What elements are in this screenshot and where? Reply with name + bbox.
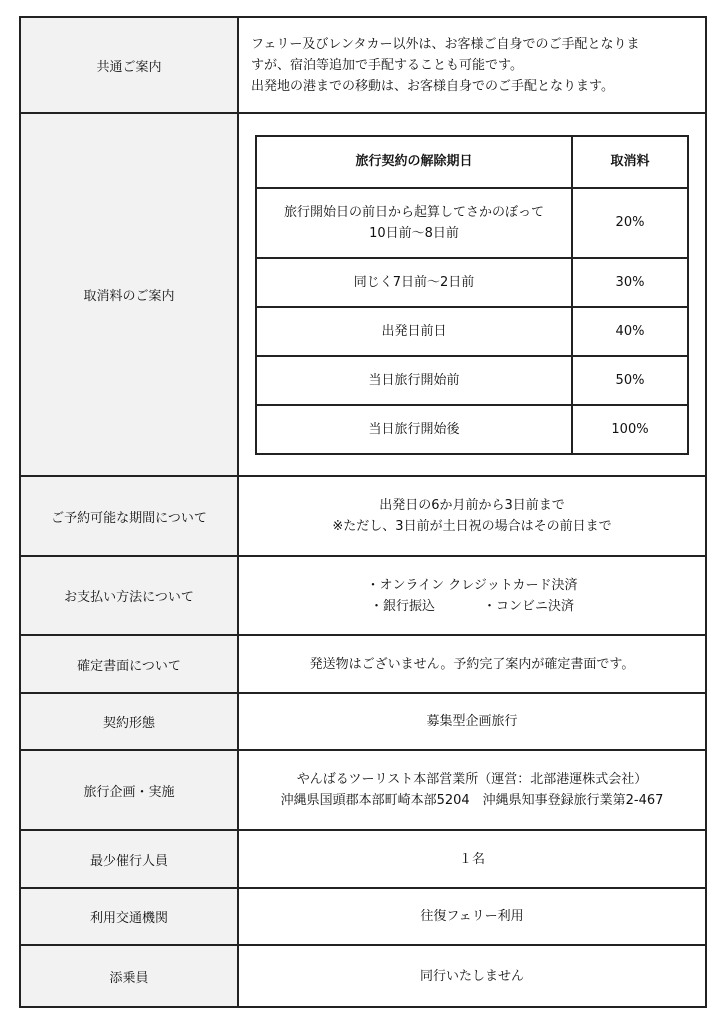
payment-method: ・銀行振込 xyxy=(369,598,435,614)
row-label: 共通ご案内 xyxy=(20,17,238,113)
period-cell xyxy=(256,188,572,258)
row-label: 取消料のご案内 xyxy=(20,113,238,476)
fee-cell: 40% xyxy=(572,307,688,356)
text-line: やんばるツーリスト本部営業所（運営：北部港運株式会社） xyxy=(296,772,648,787)
row-value xyxy=(238,113,706,476)
row-label: ご予約可能な期間について xyxy=(20,476,238,556)
row-payment xyxy=(20,556,706,635)
row-document xyxy=(20,635,706,693)
header-fee: 取消料 xyxy=(572,136,688,188)
row-label: 契約形態 xyxy=(20,693,238,750)
fee-row xyxy=(256,188,688,258)
fee-row xyxy=(256,405,688,454)
row-value: 募集型企画旅行 xyxy=(238,693,706,750)
period-text: 旅行開始日の前日から起算してさかのぼって xyxy=(283,204,544,220)
text-line: すが、宿泊等追加で手配することも可能です。 xyxy=(251,57,523,73)
fee-row xyxy=(256,356,688,405)
payment-methods-line xyxy=(239,596,705,617)
text-line: フェリー及びレンタカー以外は、お客様ご自身でのご手配となりま xyxy=(251,36,640,52)
row-escort xyxy=(20,945,706,1007)
row-value: １名 xyxy=(238,830,706,888)
row-value xyxy=(238,17,706,113)
row-organizer xyxy=(20,750,706,830)
row-label: 旅行企画・実施 xyxy=(20,750,238,830)
row-label: 最少催行人員 xyxy=(20,830,238,888)
cancellation-fee-table xyxy=(255,135,689,455)
period-cell: 出発日前日 xyxy=(256,307,572,356)
row-contract xyxy=(20,693,706,750)
fee-table-header xyxy=(256,136,688,188)
row-label: 添乗員 xyxy=(20,945,238,1007)
payment-method: ・コンビニ決済 xyxy=(483,598,575,614)
fee-cell: 100% xyxy=(572,405,688,454)
row-minimum xyxy=(20,830,706,888)
fee-cell: 50% xyxy=(572,356,688,405)
row-cancel xyxy=(20,113,706,476)
text-line: 出発日の6か月前から3日前まで xyxy=(379,498,565,513)
row-common xyxy=(20,17,706,113)
row-value: 発送物はございません。予約完了案内が確定書面です。 xyxy=(238,635,706,693)
text-line: ※ただし、3日前が土日祝の場合はその前日まで xyxy=(332,519,612,534)
row-value xyxy=(238,556,706,635)
row-value: 同行いたしません xyxy=(238,945,706,1007)
fee-row xyxy=(256,307,688,356)
row-label: 確定書面について xyxy=(20,635,238,693)
row-label: お支払い方法について xyxy=(20,556,238,635)
period-cell: 当日旅行開始前 xyxy=(256,356,572,405)
header-period: 旅行契約の解除期日 xyxy=(256,136,572,188)
fee-cell: 30% xyxy=(572,258,688,307)
period-text: 10日前〜8日前 xyxy=(369,225,459,241)
fee-cell: 20% xyxy=(572,188,688,258)
row-value: 往復フェリー利用 xyxy=(238,888,706,945)
row-value xyxy=(238,750,706,830)
row-label: 利用交通機関 xyxy=(20,888,238,945)
row-transport xyxy=(20,888,706,945)
text-line: 沖縄県国頭郡本部町崎本部5204 沖縄県知事登録旅行業第2-467 xyxy=(280,793,664,808)
text-line: 出発地の港までの移動は、お客様自身でのご手配となります。 xyxy=(251,78,614,94)
period-cell: 当日旅行開始後 xyxy=(256,405,572,454)
tour-conditions-table xyxy=(19,16,707,1008)
fee-row xyxy=(256,258,688,307)
row-booking-period xyxy=(20,476,706,556)
payment-method: ・オンライン クレジットカード決済 xyxy=(366,577,578,593)
row-value xyxy=(238,476,706,556)
period-cell: 同じく7日前〜2日前 xyxy=(256,258,572,307)
